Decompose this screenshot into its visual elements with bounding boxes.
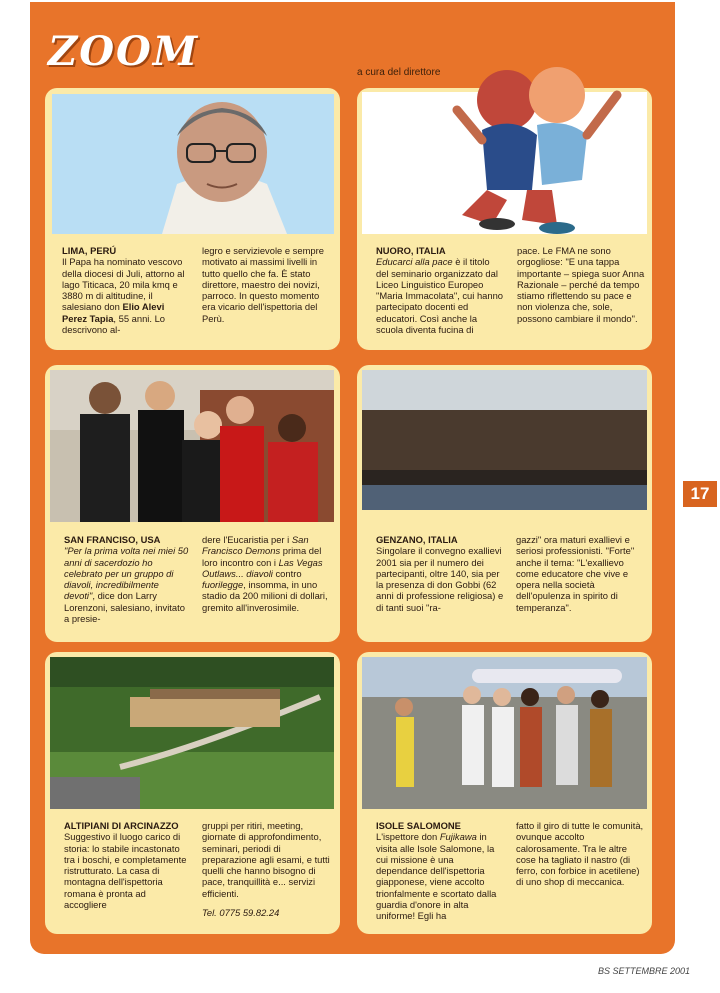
article-heading: NUORO, ITALIA [376,245,446,256]
article-text: Suggestivo il luogo carico di storia: lo stabile incastonato tra i boschi, e completamente ristrutturato. La casa di montagna dell'ispettoria romana è pronta ad accogliere [64,831,187,911]
article-heading: ISOLE SALOMONE [376,820,461,831]
article-lima: LIMA, PERÚ Il Papa ha nominato vescovo della diocesi di Juli, attorno al lago Titicaca, 20 mila kmq e 3880 m di altitudine, il salesiano don Elio Alevi Perez Tapia, 55 anni. Lo descrivono al- legro e servizievole e sempre motivato ai massimi livelli in tutto quello che fa. È stato direttore, maestro dei novizi, parroco. In questo momento era vicario dell'ispettoria del Perù. [62,245,324,336]
footer-issue: BS SETTEMBRE 2001 [598,966,691,976]
photo-mountain-house [50,657,334,809]
article-nuoro: NUORO, ITALIA Educarci alla pace è il titolo del seminario organizzato dal Liceo Linguistico Europeo "Maria Immacolata", cui hanno partecipato docenti ed educatori. Così anche la scuola diventa fucina di pace. Le FMA ne sono orgogliose: "E una tappa importante – spiega suor Anna Razionale – perché da tempo stiamo riflettendo su pace e non violenza che, sole, possono cambiare il mondo". [376,245,645,336]
article-text: gazzi" ora maturi exallievi e seriosi professionisti. "Forte" anche il tema: "L'exallievo come educatore che vive e opera nella società dell'opulenza in spirito di temperanza". [516,534,635,613]
article-arcinazzo [64,820,334,930]
page-number-tab: 17 [683,481,717,507]
photo-group-salomone [362,657,647,809]
article-text: Singolare il convegno exallievi 2001 sia per il numero dei partecipanti, oltre 140, sia per la presenza di don Gobbi (62 anni di professione religiosa) e di tanti suoi "ra- [376,545,504,613]
photo-bishop-portrait [52,94,334,234]
article-salomone: ISOLE SALOMONE L'ispettore don Fujikawa in visita alle Isole Salomone, la cui missione è una dependance dell'ispettoria giapponese, viene accolto trionfalmente e scortato dalla guardia d'onore in alta uniforme! Egli ha fatto il giro di tutte le comunità, ovunque accolto calorosamente. Tra le altre cose ha tagliato il nastro (di ferro, con forbice in acetilene) di uno shop di meccanica. [376,820,644,922]
article-heading: GENZANO, ITALIA [376,534,458,545]
section-title: ZOOM [48,28,200,75]
article-heading: SAN FRANCISO, USA [64,534,161,545]
article-heading: ALTIPIANI DI ARCINAZZO [64,820,179,831]
article-text: pace. Le FMA ne sono orgogliose: "E una tappa importante – spiega suor Anna Razionale – perché da tempo stiamo riflettendo su pace e non violenza che, sole, possono cambiare il mondo". [517,245,645,324]
article-text: fatto il giro di tutte le comunità, ovunque accolto calorosamente. Tra le altre cose ha tagliato il nastro (di ferro, con forbice in acetilene) di uno shop di meccanica. [516,820,644,888]
article-san-francisco: SAN FRANCISO, USA "Per la prima volta nei miei 50 anni di sacerdozio ho celebrato per un gruppo di diavoli, incredibilmente devoti", dice don Larry Lorenzoni, salesiano, invitato a presie- dere l'Eucaristia per i San Francisco Demons prima del loro incontro con i Las Vegas Outlaws... diavoli contro fuorilegge, insomma, in uno stadio da 200 milioni di dollari, gremito all'inverosimile. [64,534,328,625]
section-curator: a cura del direttore [357,67,441,78]
photo-group-sanfrancisco [50,370,334,522]
photo-cartoon-kids [362,40,647,234]
article-genzano [376,534,648,639]
article-text: gruppi per ritiri, meeting, giornate di approfondimento, seminari, periodi di preparazione agli esami, e tutti quelli che hanno bisogno di pace, tranquillità e... servizi efficienti. [202,820,330,899]
photo-group-genzano [362,370,647,510]
article-heading: LIMA, PERÚ [62,245,117,256]
article-text: legro e servizievole e sempre motivato ai massimi livelli in tutto quello che fa. È stato direttore, maestro dei novizi, parroco. In questo momento era vicario dell'ispettoria del Perù. [202,245,324,324]
phone-number: Tel. 0775 59.82.24 [202,907,280,919]
